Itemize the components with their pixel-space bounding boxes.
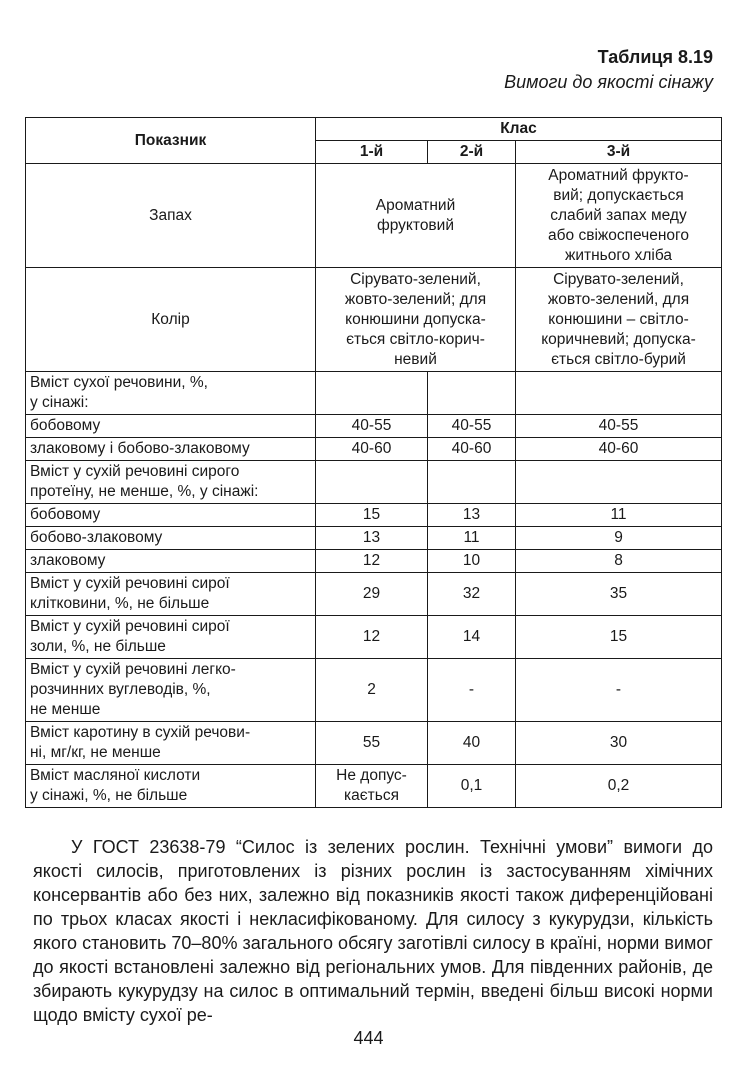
empty-cell (428, 372, 516, 415)
page-number: 444 (353, 1028, 384, 1048)
empty-cell (316, 461, 428, 504)
table-row (26, 372, 722, 415)
row-label: Колір (26, 268, 316, 372)
row-label: Вміст у сухій речовині легко- розчинних вуглеводів, %, не менше (26, 659, 316, 722)
table-row (26, 268, 722, 372)
body-paragraph: У ГОСТ 23638-79 “Силос із зелених рослин. Технічні умови” вимоги до якості силосів, приготовлених із різних рослин із застосуванням хімічних консервантів або без них, залежно від показників якості також диференційовані по трьох класах якості і некласифікованому. Для силосу з кукурудзи, кількість якого становить 70–80% загального обсягу заготівлі силосу в країні, норми вимог до якості встановлені залежно від регіональних умов. Для південних районів, де збирають кукурудзу на силос в оптимальний термін, введені більш високі норми щодо вмісту сухої ре- (33, 837, 713, 1025)
cell-class-1: 2 (316, 659, 428, 722)
cell-class-3: 35 (516, 573, 722, 616)
cell-class-2: 32 (428, 573, 516, 616)
table-row (26, 616, 722, 659)
table-row (26, 550, 722, 573)
table-row (26, 722, 722, 765)
table-row (26, 415, 722, 438)
cell-class-3: 9 (516, 527, 722, 550)
cell-class-2: - (428, 659, 516, 722)
cell-class-2: 0,1 (428, 765, 516, 808)
table-row (26, 438, 722, 461)
cell-class-1: 29 (316, 573, 428, 616)
cell-class-1: 40-55 (316, 415, 428, 438)
table-row (26, 461, 722, 504)
cell-class-3: Сірувато-зелений, жовто-зелений, для конюшини – світло- коричневий; допуска- ється світло-бурий (516, 268, 722, 372)
row-label: Вміст у сухій речовині сирої золи, %, не більше (26, 616, 316, 659)
row-label: бобовому (26, 504, 316, 527)
row-label: Вміст у сухій речовині сирої клітковини, %, не більше (26, 573, 316, 616)
header-class: Клас (316, 118, 722, 141)
cell-class-2: 11 (428, 527, 516, 550)
cell-class-1: 15 (316, 504, 428, 527)
cell-class-3: Ароматний фрукто- вий; допускається слабий запах меду або свіжоспеченого житнього хліба (516, 164, 722, 268)
cell-class-1-2: Ароматний фруктовий (316, 164, 516, 268)
header-class-2: 2-й (428, 141, 516, 164)
empty-cell (516, 461, 722, 504)
table-row (26, 504, 722, 527)
cell-class-3: 30 (516, 722, 722, 765)
row-label: Вміст масляної кислоти у сінажі, %, не більше (26, 765, 316, 808)
cell-class-2: 10 (428, 550, 516, 573)
cell-class-2: 40-55 (428, 415, 516, 438)
row-label: злаковому (26, 550, 316, 573)
table-row (26, 527, 722, 550)
cell-class-3: 40-60 (516, 438, 722, 461)
cell-class-3: - (516, 659, 722, 722)
row-label: Вміст у сухій речовині сирого протеїну, не менше, %, у сінажі: (26, 461, 316, 504)
row-label: Запах (26, 164, 316, 268)
cell-class-2: 40-60 (428, 438, 516, 461)
cell-class-1: Не допус- кається (316, 765, 428, 808)
row-label: Вміст каротину в сухій речови- ні, мг/кг, не менше (26, 722, 316, 765)
cell-class-3: 15 (516, 616, 722, 659)
header-indicator: Показник (26, 118, 316, 164)
header-class-3: 3-й (516, 141, 722, 164)
row-label: бобово-злаковому (26, 527, 316, 550)
cell-class-2: 40 (428, 722, 516, 765)
empty-cell (316, 372, 428, 415)
cell-class-3: 8 (516, 550, 722, 573)
table-row (26, 164, 722, 268)
cell-class-3: 11 (516, 504, 722, 527)
header-class-1: 1-й (316, 141, 428, 164)
cell-class-3: 40-55 (516, 415, 722, 438)
cell-class-1-2: Сірувато-зелений, жовто-зелений; для конюшини допуска- ється світло-корич- невий (316, 268, 516, 372)
quality-requirements-table (25, 117, 722, 808)
empty-cell (516, 372, 722, 415)
cell-class-2: 14 (428, 616, 516, 659)
cell-class-1: 55 (316, 722, 428, 765)
table-header-row (26, 118, 722, 141)
cell-class-1: 13 (316, 527, 428, 550)
cell-class-3: 0,2 (516, 765, 722, 808)
table-number: Таблиця 8.19 (597, 47, 713, 67)
table-row (26, 765, 722, 808)
empty-cell (428, 461, 516, 504)
cell-class-1: 12 (316, 616, 428, 659)
table-caption: Вимоги до якості сінажу (504, 72, 713, 92)
cell-class-1: 40-60 (316, 438, 428, 461)
cell-class-1: 12 (316, 550, 428, 573)
row-label: бобовому (26, 415, 316, 438)
row-label: Вміст сухої речовини, %, у сінажі: (26, 372, 316, 415)
cell-class-2: 13 (428, 504, 516, 527)
table-row (26, 659, 722, 722)
table-row (26, 573, 722, 616)
row-label: злаковому і бобово-злаковому (26, 438, 316, 461)
